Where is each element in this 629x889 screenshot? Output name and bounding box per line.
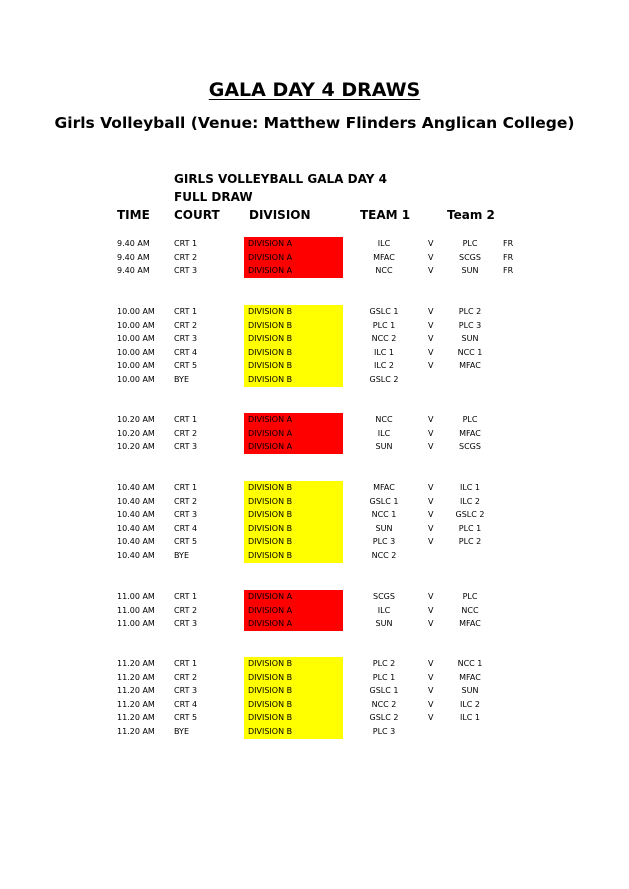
versus-cell: V <box>428 659 434 668</box>
header-team2: Team 2 <box>447 208 495 222</box>
division-cell: DIVISION A <box>244 617 343 631</box>
page-title-text: GALA DAY 4 DRAWS <box>208 79 421 101</box>
time-cell: 11.20 AM <box>117 727 155 736</box>
team2-cell: SUN <box>461 266 479 276</box>
time-cell: 10.40 AM <box>117 510 155 520</box>
table-row <box>0 237 629 251</box>
court-cell: CRT 1 <box>174 239 198 248</box>
division-cell: DIVISION A <box>244 427 343 441</box>
team2-cell: SUN <box>461 686 479 696</box>
court-cell: CRT 2 <box>174 496 198 506</box>
time-cell: 10.40 AM <box>117 483 155 492</box>
team1-cell: ILC 2 <box>373 361 395 371</box>
table-row <box>0 495 629 509</box>
court-cell: CRT 2 <box>174 605 198 615</box>
table-row <box>0 590 629 604</box>
table-title: GIRLS VOLLEYBALL GALA DAY 4 FULL DRAW <box>174 172 387 204</box>
versus-cell: V <box>428 523 434 533</box>
versus-cell: V <box>428 699 434 709</box>
table-row <box>0 346 629 360</box>
versus-cell: V <box>428 307 434 316</box>
division-cell: DIVISION B <box>244 549 343 563</box>
team1-cell: SCGS <box>373 592 395 601</box>
time-cell: 11.00 AM <box>117 619 155 629</box>
time-cell: 9.40 AM <box>117 239 150 248</box>
court-cell: BYE <box>174 375 189 384</box>
team1-cell: NCC <box>375 266 393 276</box>
division-cell: DIVISION A <box>244 237 343 251</box>
team2-cell: SUN <box>461 334 479 344</box>
time-cell: 10.00 AM <box>117 375 155 384</box>
versus-cell: V <box>428 619 434 629</box>
versus-cell: V <box>428 592 434 601</box>
time-cell: 11.20 AM <box>117 686 155 696</box>
team1-cell: NCC <box>375 415 393 424</box>
team2-cell: SCGS <box>459 252 481 262</box>
team2-cell: PLC <box>462 239 478 248</box>
time-cell: 9.40 AM <box>117 252 150 262</box>
versus-cell: V <box>428 537 434 547</box>
court-cell: CRT 4 <box>174 699 198 709</box>
versus-cell: V <box>428 605 434 615</box>
note-cell: FR <box>503 252 514 262</box>
team2-cell: ILC 1 <box>459 483 481 492</box>
team1-cell: MFAC <box>373 252 395 262</box>
team2-cell: NCC 1 <box>457 347 483 357</box>
versus-cell: V <box>428 510 434 520</box>
court-cell: CRT 5 <box>174 361 198 371</box>
team1-cell: GSLC 2 <box>369 375 399 384</box>
team2-cell: PLC 2 <box>458 537 482 547</box>
table-row <box>0 481 629 495</box>
time-cell: 10.00 AM <box>117 361 155 371</box>
division-cell: DIVISION A <box>244 413 343 427</box>
team2-cell: MFAC <box>459 428 481 438</box>
division-cell: DIVISION A <box>244 590 343 604</box>
table-row <box>0 427 629 441</box>
table-row <box>0 319 629 333</box>
division-cell: DIVISION B <box>244 725 343 739</box>
court-cell: CRT 2 <box>174 320 198 330</box>
division-cell: DIVISION B <box>244 495 343 509</box>
division-cell: DIVISION B <box>244 332 343 346</box>
table-row <box>0 698 629 712</box>
division-cell: DIVISION B <box>244 657 343 671</box>
division-cell: DIVISION B <box>244 684 343 698</box>
division-cell: DIVISION B <box>244 535 343 549</box>
division-cell: DIVISION B <box>244 698 343 712</box>
court-cell: CRT 3 <box>174 510 198 520</box>
team1-cell: SUN <box>375 523 393 533</box>
versus-cell: V <box>428 442 434 452</box>
table-row <box>0 604 629 618</box>
header-court: COURT <box>174 208 220 222</box>
team2-cell: PLC 2 <box>458 307 482 316</box>
time-cell: 11.00 AM <box>117 605 155 615</box>
team2-cell: MFAC <box>459 619 481 629</box>
court-cell: CRT 2 <box>174 428 198 438</box>
court-cell: CRT 3 <box>174 686 198 696</box>
division-cell: DIVISION A <box>244 264 343 278</box>
court-cell: CRT 1 <box>174 483 198 492</box>
table-row <box>0 535 629 549</box>
table-row <box>0 440 629 454</box>
court-cell: CRT 3 <box>174 334 198 344</box>
page-subtitle: Girls Volleyball (Venue: Matthew Flinders Anglican College) <box>54 114 575 132</box>
team2-cell: PLC 1 <box>458 523 482 533</box>
versus-cell: V <box>428 496 434 506</box>
team1-cell: PLC 3 <box>372 727 396 736</box>
court-cell: CRT 3 <box>174 442 198 452</box>
court-cell: CRT 1 <box>174 307 198 316</box>
team1-cell: GSLC 1 <box>369 496 399 506</box>
table-row <box>0 711 629 725</box>
table-row <box>0 373 629 387</box>
header-time: TIME <box>117 208 150 222</box>
court-cell: CRT 2 <box>174 252 198 262</box>
team1-cell: GSLC 1 <box>369 307 399 316</box>
division-cell: DIVISION A <box>244 251 343 265</box>
versus-cell: V <box>428 361 434 371</box>
time-cell: 10.40 AM <box>117 523 155 533</box>
division-cell: DIVISION B <box>244 522 343 536</box>
versus-cell: V <box>428 713 434 723</box>
time-cell: 10.20 AM <box>117 415 155 424</box>
court-cell: BYE <box>174 551 189 560</box>
versus-cell: V <box>428 252 434 262</box>
time-cell: 10.20 AM <box>117 442 155 452</box>
team1-cell: ILC <box>377 239 391 248</box>
table-row <box>0 251 629 265</box>
division-cell: DIVISION A <box>244 604 343 618</box>
table-row <box>0 332 629 346</box>
division-cell: DIVISION B <box>244 671 343 685</box>
versus-cell: V <box>428 428 434 438</box>
time-cell: 11.20 AM <box>117 699 155 709</box>
team1-cell: MFAC <box>373 483 395 492</box>
team1-cell: PLC 3 <box>372 537 396 547</box>
versus-cell: V <box>428 483 434 492</box>
versus-cell: V <box>428 686 434 696</box>
team1-cell: SUN <box>375 442 393 452</box>
court-cell: CRT 2 <box>174 672 198 682</box>
team2-cell: ILC 2 <box>459 699 481 709</box>
time-cell: 9.40 AM <box>117 266 150 276</box>
court-cell: CRT 5 <box>174 713 198 723</box>
court-cell: CRT 4 <box>174 347 198 357</box>
time-cell: 10.40 AM <box>117 496 155 506</box>
court-cell: CRT 5 <box>174 537 198 547</box>
team2-cell: PLC 3 <box>458 320 482 330</box>
table-row <box>0 725 629 739</box>
team1-cell: NCC 2 <box>371 551 397 560</box>
table-row <box>0 264 629 278</box>
court-cell: CRT 3 <box>174 266 198 276</box>
versus-cell: V <box>428 415 434 424</box>
table-row <box>0 617 629 631</box>
team1-cell: PLC 1 <box>372 320 396 330</box>
team1-cell: NCC 1 <box>371 510 397 520</box>
time-cell: 11.20 AM <box>117 672 155 682</box>
time-cell: 10.00 AM <box>117 347 155 357</box>
team1-cell: NCC 2 <box>371 334 397 344</box>
table-row <box>0 684 629 698</box>
table-row <box>0 508 629 522</box>
header-team1: TEAM 1 <box>360 208 411 222</box>
header-division: DIVISION <box>249 208 311 222</box>
note-cell: FR <box>503 266 514 276</box>
table-row <box>0 522 629 536</box>
team1-cell: ILC <box>377 428 391 438</box>
table-row <box>0 305 629 319</box>
team1-cell: GSLC 2 <box>369 713 399 723</box>
team1-cell: NCC 2 <box>371 699 397 709</box>
court-cell: CRT 4 <box>174 523 198 533</box>
time-cell: 10.40 AM <box>117 537 155 547</box>
court-cell: BYE <box>174 727 189 736</box>
time-cell: 10.00 AM <box>117 307 155 316</box>
team2-cell: NCC 1 <box>457 659 483 668</box>
time-cell: 10.20 AM <box>117 428 155 438</box>
table-row <box>0 359 629 373</box>
time-cell: 10.00 AM <box>117 320 155 330</box>
court-cell: CRT 1 <box>174 415 198 424</box>
team1-cell: GSLC 1 <box>369 686 399 696</box>
team2-cell: PLC <box>462 592 478 601</box>
court-cell: CRT 1 <box>174 592 198 601</box>
table-row <box>0 657 629 671</box>
division-cell: DIVISION B <box>244 305 343 319</box>
division-cell: DIVISION B <box>244 373 343 387</box>
versus-cell: V <box>428 320 434 330</box>
team1-cell: SUN <box>375 619 393 629</box>
time-cell: 10.40 AM <box>117 551 155 560</box>
team1-cell: PLC 2 <box>372 659 396 668</box>
division-cell: DIVISION A <box>244 440 343 454</box>
team1-cell: PLC 1 <box>372 672 396 682</box>
time-cell: 11.20 AM <box>117 713 155 723</box>
table-row <box>0 671 629 685</box>
team2-cell: ILC 1 <box>459 713 481 723</box>
time-cell: 11.20 AM <box>117 659 155 668</box>
division-cell: DIVISION B <box>244 481 343 495</box>
note-cell: FR <box>503 239 514 248</box>
time-cell: 10.00 AM <box>117 334 155 344</box>
time-cell: 11.00 AM <box>117 592 155 601</box>
division-cell: DIVISION B <box>244 359 343 373</box>
division-cell: DIVISION B <box>244 711 343 725</box>
versus-cell: V <box>428 672 434 682</box>
table-row <box>0 549 629 563</box>
team2-cell: GSLC 2 <box>455 510 485 520</box>
versus-cell: V <box>428 266 434 276</box>
division-cell: DIVISION B <box>244 319 343 333</box>
versus-cell: V <box>428 239 434 248</box>
division-cell: DIVISION B <box>244 508 343 522</box>
team2-cell: PLC <box>462 415 478 424</box>
court-cell: CRT 1 <box>174 659 198 668</box>
team2-cell: SCGS <box>459 442 481 452</box>
team2-cell: MFAC <box>459 672 481 682</box>
team2-cell: MFAC <box>459 361 481 371</box>
team2-cell: NCC <box>461 605 479 615</box>
team1-cell: ILC <box>377 605 391 615</box>
versus-cell: V <box>428 334 434 344</box>
court-cell: CRT 3 <box>174 619 198 629</box>
team1-cell: ILC 1 <box>373 347 395 357</box>
versus-cell: V <box>428 347 434 357</box>
team2-cell: ILC 2 <box>459 496 481 506</box>
table-row <box>0 413 629 427</box>
division-cell: DIVISION B <box>244 346 343 360</box>
